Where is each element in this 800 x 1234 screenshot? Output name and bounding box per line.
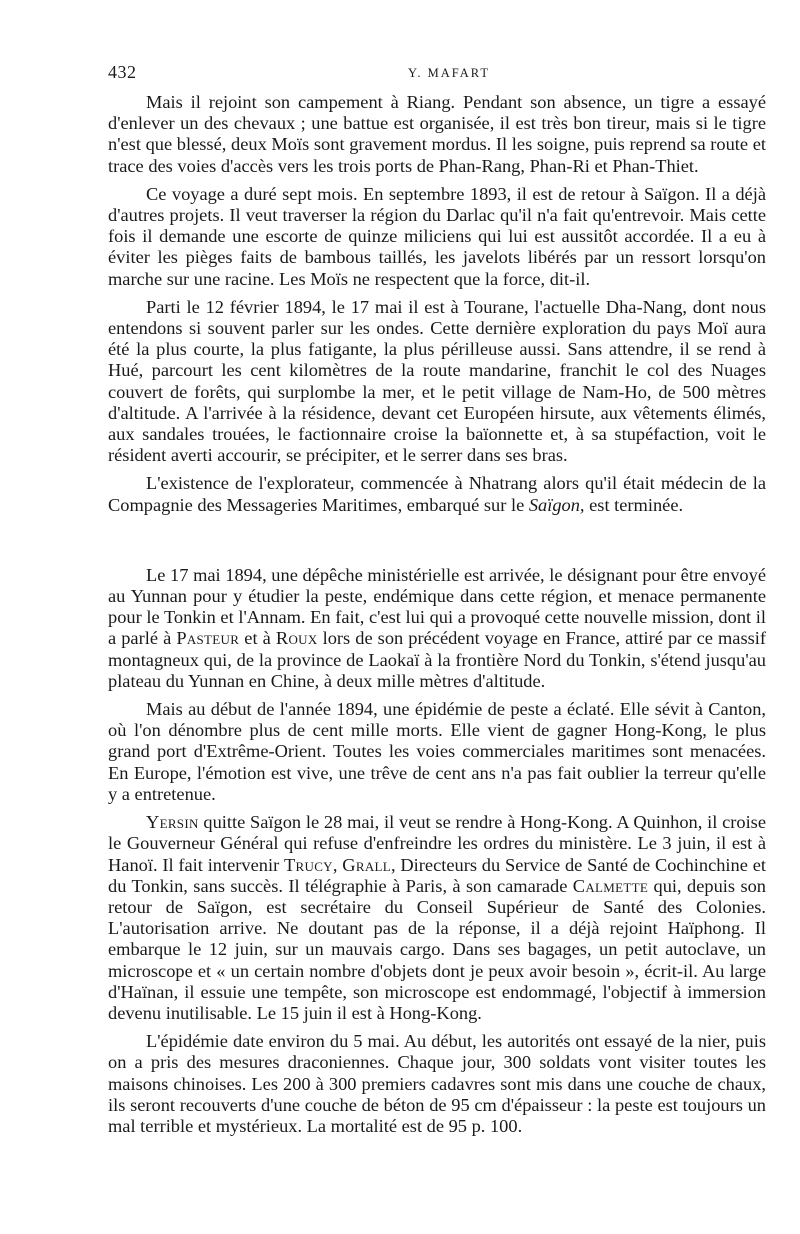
- person-name: Calmette: [572, 875, 649, 896]
- paragraph-text: Le 17 mai 1894, une dépêche ministérielle est arrivée, le désignant pour être envoyé au Yunnan pour y étudier la peste, endémique dans cette région, et menace permanente pour le Tonkin et l'Annam. En fait, c'est lui qui a provoqué cette nouvelle mission, dont il a parlé à: [108, 564, 766, 649]
- running-head: [108, 58, 766, 84]
- paragraph-text: qui, depuis son retour de Saïgon, est secrétaire du Conseil Supérieur de Santé des Colonies. L'autorisation arrive. Ne doutant pas de la réponse, il a déjà rejoint Haïphong. Il embarque le 12 juin, sur un mauvais cargo. Dans ses bagages, un petit autoclave, un microscope et « un certain nombre d'objets dont je peux avoir besoin », écrit-il. Au large d'Haïnan, il essuie une tempête, son microscope est endommagé, l'objectif à immersion devenu inutilisable. Le 15 juin il est à Hong-Kong.: [108, 875, 766, 1023]
- person-name: Yersin: [146, 812, 199, 833]
- person-name: Roux: [275, 628, 318, 649]
- paragraph: Mais il rejoint son campement à Riang. Pendant son absence, un tigre a essayé d'enlever un des chevaux ; une battue est organisée, il est très bon tireur, mais si le tigre n'est que blessé, deux Moïs sont gravement mordus. Il les soigne, puis reprend sa route et trace des voies d'accès vers les trois ports de Phan-Rang, Phan-Ri et Phan-Thiet.: [108, 92, 766, 176]
- section-break: [108, 523, 766, 565]
- paragraph: Mais au début de l'année 1894, une épidémie de peste a éclaté. Elle sévit à Canton, où l'on dénombre plus de cent mille morts. Elle vient de gagner Hong-Kong, le plus grand port d'Extrême-Orient. Toutes les voies commerciales maritimes sont menacées. En Europe, l'émotion est vive, une trêve de cent ans n'a pas fait oublier la terreur qu'elle y a entretenue.: [108, 699, 766, 804]
- ship-name-italic: Saïgon,: [528, 494, 585, 515]
- page: [108, 58, 766, 1144]
- person-name: Pasteur: [176, 628, 240, 649]
- paragraph: [108, 565, 766, 692]
- paragraph-text: lors de son précédent voyage en France, attiré par ce massif montagneux qui, de la province de Laokaï à la frontière Nord du Tonkin, s'étend jusqu'au plateau du Yunnan en Chine, à deux mille mètres d'altitude.: [108, 628, 767, 691]
- paragraph: Ce voyage a duré sept mois. En septembre 1893, il est de retour à Saïgon. Il a déjà d'autres projets. Il veut traverser la région du Darlac qu'il n'a fait qu'entrevoir. Mais cette fois il demande une escorte de quinze miliciens qui lui est aussitôt accordée. Il a eu à éviter les pièges faits de bambous taillés, les javelots libérés par un ressort lorsqu'on marche sur une racine. Les Moïs ne respectent que la force, dit-il.: [108, 183, 766, 289]
- paragraph: [108, 812, 766, 1024]
- person-name: Grall: [342, 854, 391, 875]
- paragraph: L'épidémie date environ du 5 mai. Au début, les autorités ont essayé de la nier, puis on a pris des mesures draconiennes. Chaque jour, 300 soldats vont visiter toutes les maisons chinoises. Les 200 à 300 premiers cadavres sont mis dans une couche de chaux, ils seront recouverts d'une couche de béton de 95 cm d'épaisseur : la peste est toujours un mal terrible et mystérieux. La mortalité est de 95 p. 100.: [108, 1031, 766, 1136]
- paragraph: [108, 473, 766, 515]
- running-head-author: Y. MAFART: [407, 66, 491, 80]
- section-two: [108, 565, 766, 1137]
- paragraph: Parti le 12 février 1894, le 17 mai il est à Tourane, l'actuelle Dha-Nang, dont nous entendons si souvent parler sur les ondes. Cette dernière exploration du pays Moï aura été la plus courte, la plus fatigante, la plus périlleuse aussi. Sans attendre, il se rend à Hué, parcourt les cent kilomètres de la route mandarine, franchit le col des Nuages couvert de forêts, qui surplombe la mer, et le petit village de Nam-Ho, de 500 mètres d'altitude. A l'arrivée à la résidence, devant cet Européen hirsute, aux vêtements élimés, aux sandales trouées, le factionnaire croise la baïonnette et, à sa stupéfaction, voit le résident averti accourir, se précipiter, et le serrer dans ses bras.: [108, 296, 766, 466]
- paragraph-text: ,: [332, 854, 343, 875]
- person-name: Trucy: [284, 854, 333, 875]
- paragraph-text: L'existence de l'explorateur, commencée à Nhatrang alors qu'il était médecin de la Compagnie des Messageries Maritimes, embarqué sur le: [108, 473, 766, 515]
- page-number: 432: [108, 62, 137, 82]
- paragraph-text: et à: [239, 628, 276, 649]
- section-one: [108, 92, 766, 516]
- paragraph-text: quitte Saïgon le 28 mai, il veut se rendre à Hong-Kong. A Quinhon, il croise le Gouverneur Général qui refuse d'enfreindre les ordres du ministère. Le 3 juin, il est à Hanoï. Il fait intervenir: [108, 812, 766, 875]
- paragraph-text: est terminée.: [584, 494, 684, 515]
- paragraph-text: , Directeurs du Service de Santé de Cochinchine et du Tonkin, sans succès. Il télégraphie à Paris, à son camarade: [108, 854, 766, 896]
